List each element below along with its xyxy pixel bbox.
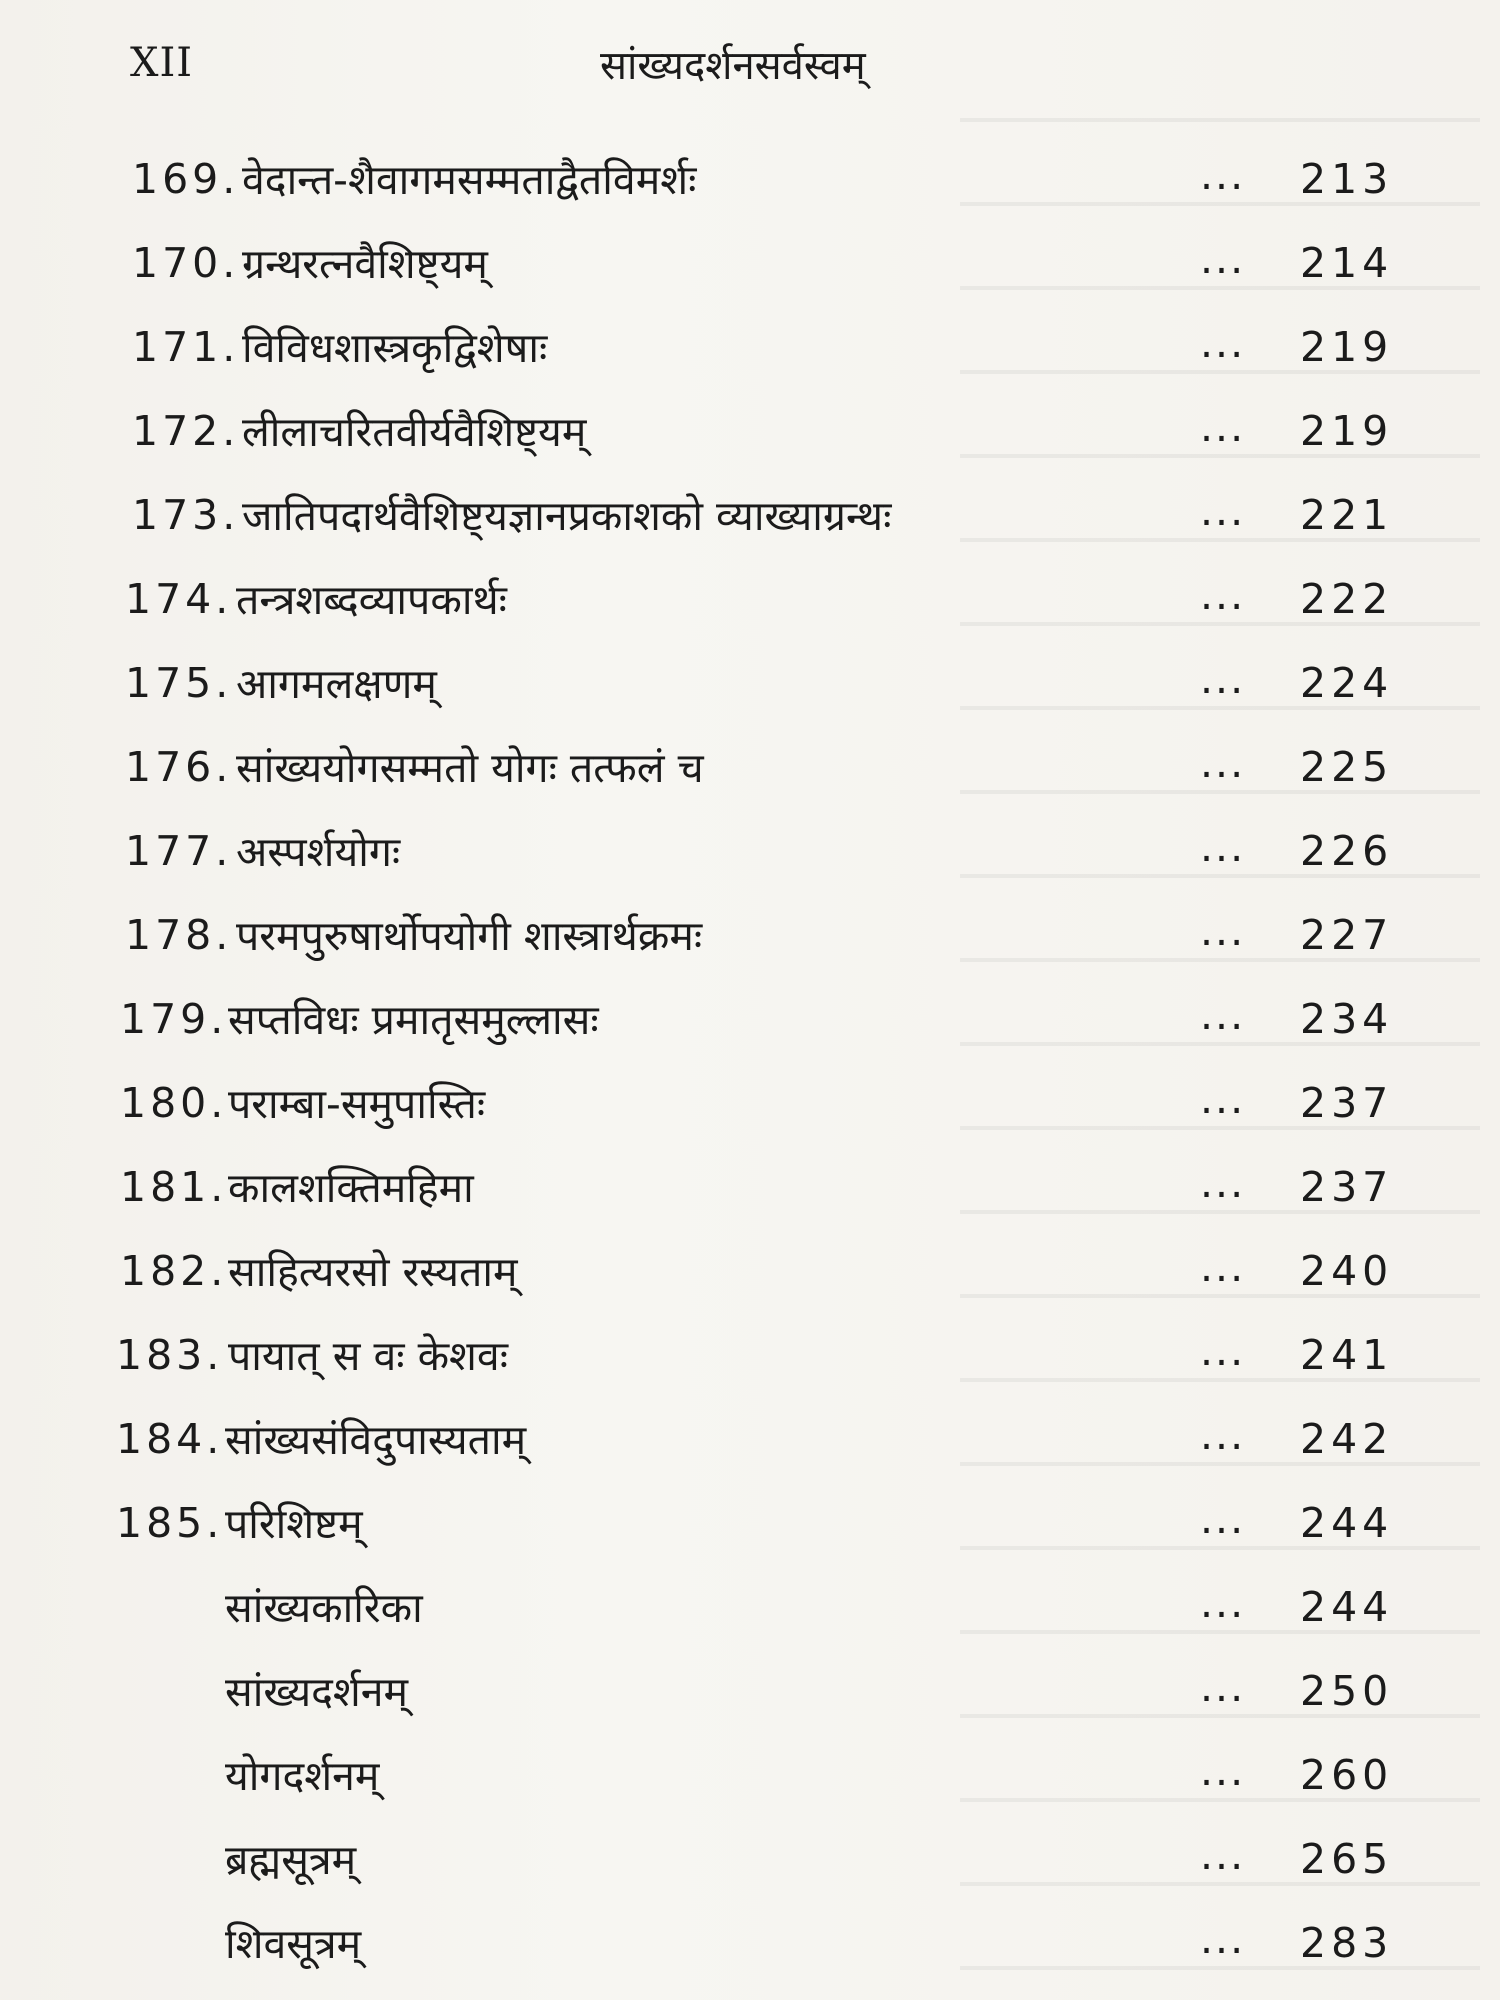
entry-number: 177.: [125, 827, 233, 875]
entry-page: 242: [1300, 1415, 1394, 1463]
toc-subentry: [0, 1741, 1500, 1825]
leader-dots: ...: [1200, 487, 1246, 535]
entry-page: 234: [1300, 995, 1394, 1043]
entry-page: 219: [1300, 323, 1394, 371]
entry-title: वेदान्त-शैवागमसम्मताद्वैतविमर्शः: [242, 156, 697, 204]
entry-number: 170.: [132, 239, 240, 287]
entry-title: विविधशास्त्रकृद्विशेषाः: [242, 324, 548, 372]
entry-title: कालशक्तिमहिमा: [228, 1164, 474, 1212]
entry-title: परमपुरुषार्थोपयोगी शास्त्रार्थक्रमः: [236, 912, 703, 960]
entry-title: सांख्यकारिका: [225, 1584, 423, 1632]
toc-entry: [0, 145, 1500, 229]
entry-number: 176.: [125, 743, 233, 791]
leader-dots: ...: [1200, 151, 1246, 199]
leader-dots: ...: [1200, 1579, 1246, 1627]
entry-page: 226: [1300, 827, 1394, 875]
entry-number: 184.: [116, 1415, 224, 1463]
leader-dots: ...: [1200, 823, 1246, 871]
entry-title: आगमलक्षणम्: [236, 660, 437, 708]
leader-dots: ...: [1200, 403, 1246, 451]
toc-subentry: [0, 1573, 1500, 1657]
leader-dots: ...: [1200, 1915, 1246, 1963]
toc-entry: [0, 1405, 1500, 1489]
entry-number: 172.: [132, 407, 240, 455]
entry-page: 241: [1300, 1331, 1394, 1379]
entry-page: 222: [1300, 575, 1394, 623]
entry-title: साहित्यरसो रस्यताम्: [228, 1248, 518, 1296]
toc-entry: [0, 985, 1500, 1069]
toc-entry: [0, 817, 1500, 901]
entry-page: 265: [1300, 1835, 1394, 1883]
leader-dots: ...: [1200, 235, 1246, 283]
entry-title: तन्त्रशब्दव्यापकार्थः: [236, 576, 507, 624]
leader-dots: ...: [1200, 1159, 1246, 1207]
leader-dots: ...: [1200, 991, 1246, 1039]
entry-number: 173.: [132, 491, 240, 539]
toc-subentry: [0, 1909, 1500, 1993]
toc-entry: [0, 1153, 1500, 1237]
entry-page: 240: [1300, 1247, 1394, 1295]
entry-page: 237: [1300, 1079, 1394, 1127]
entry-page: 227: [1300, 911, 1394, 959]
entry-title: सांख्यदर्शनम्: [225, 1668, 409, 1716]
leader-dots: ...: [1200, 907, 1246, 955]
entry-page: 214: [1300, 239, 1394, 287]
leader-dots: ...: [1200, 1327, 1246, 1375]
entry-title: योगदर्शनम्: [225, 1752, 380, 1800]
entry-number: 178.: [125, 911, 233, 959]
toc-entry: [0, 649, 1500, 733]
entry-page: 213: [1300, 155, 1394, 203]
toc-subentry: [0, 1657, 1500, 1741]
leader-dots: ...: [1200, 655, 1246, 703]
entry-title: अस्पर्शयोगः: [236, 828, 401, 876]
toc-entry: [0, 1321, 1500, 1405]
entry-number: 179.: [120, 995, 228, 1043]
page-number: XII: [130, 40, 194, 86]
entry-number: 174.: [125, 575, 233, 623]
entry-number: 180.: [120, 1079, 228, 1127]
entry-number: 169.: [132, 155, 240, 203]
entry-number: 175.: [125, 659, 233, 707]
entry-number: 185.: [116, 1499, 224, 1547]
toc-entry: [0, 1489, 1500, 1573]
entry-title: सांख्यसंविदुपास्यताम्: [225, 1416, 527, 1464]
toc-entry: [0, 313, 1500, 397]
leader-dots: ...: [1200, 319, 1246, 367]
leader-dots: ...: [1200, 1663, 1246, 1711]
entry-title: लीलाचरितवीर्यवैशिष्ट्यम्: [242, 408, 587, 456]
leader-dots: ...: [1200, 1075, 1246, 1123]
entry-number: 183.: [116, 1331, 224, 1379]
toc-subentry: [0, 1825, 1500, 1909]
entry-page: 237: [1300, 1163, 1394, 1211]
leader-dots: ...: [1200, 1747, 1246, 1795]
toc-entry: [0, 397, 1500, 481]
entry-page: 244: [1300, 1583, 1394, 1631]
entry-number: 181.: [120, 1163, 228, 1211]
entry-page: 219: [1300, 407, 1394, 455]
leader-dots: ...: [1200, 739, 1246, 787]
leader-dots: ...: [1200, 1495, 1246, 1543]
entry-title: परिशिष्टम्: [225, 1500, 363, 1548]
entry-number: 182.: [120, 1247, 228, 1295]
leader-dots: ...: [1200, 1411, 1246, 1459]
page-header: [0, 30, 1500, 100]
toc-entry: [0, 733, 1500, 817]
entry-title: शिवसूत्रम्: [225, 1920, 362, 1968]
running-title: सांख्यदर्शनसर्वस्वम्: [600, 43, 866, 89]
entry-page: 250: [1300, 1667, 1394, 1715]
toc-entry: [0, 1237, 1500, 1321]
entry-title: ब्रह्मसूत्रम्: [225, 1836, 357, 1884]
entry-page: 224: [1300, 659, 1394, 707]
entry-title: सांख्ययोगसम्मतो योगः तत्फलं च: [236, 744, 704, 792]
entry-page: 221: [1300, 491, 1394, 539]
toc-entry: [0, 1069, 1500, 1153]
entry-page: 244: [1300, 1499, 1394, 1547]
leader-dots: ...: [1200, 1831, 1246, 1879]
table-of-contents: [0, 145, 1500, 1993]
entry-title: सप्तविधः प्रमातृसमुल्लासः: [228, 996, 599, 1044]
entry-page: 225: [1300, 743, 1394, 791]
leader-dots: ...: [1200, 571, 1246, 619]
entry-number: 171.: [132, 323, 240, 371]
entry-title: पराम्बा-समुपास्तिः: [228, 1080, 486, 1128]
toc-entry: [0, 481, 1500, 565]
toc-entry: [0, 565, 1500, 649]
toc-entry: [0, 229, 1500, 313]
toc-entry: [0, 901, 1500, 985]
entry-title: ग्रन्थरत्नवैशिष्ट्यम्: [242, 240, 488, 288]
entry-title: पायात् स वः केशवः: [228, 1332, 509, 1380]
leader-dots: ...: [1200, 1243, 1246, 1291]
entry-title: जातिपदार्थवैशिष्ट्यज्ञानप्रकाशको व्याख्याग्रन्थः: [242, 492, 892, 540]
entry-page: 260: [1300, 1751, 1394, 1799]
entry-page: 283: [1300, 1919, 1394, 1967]
